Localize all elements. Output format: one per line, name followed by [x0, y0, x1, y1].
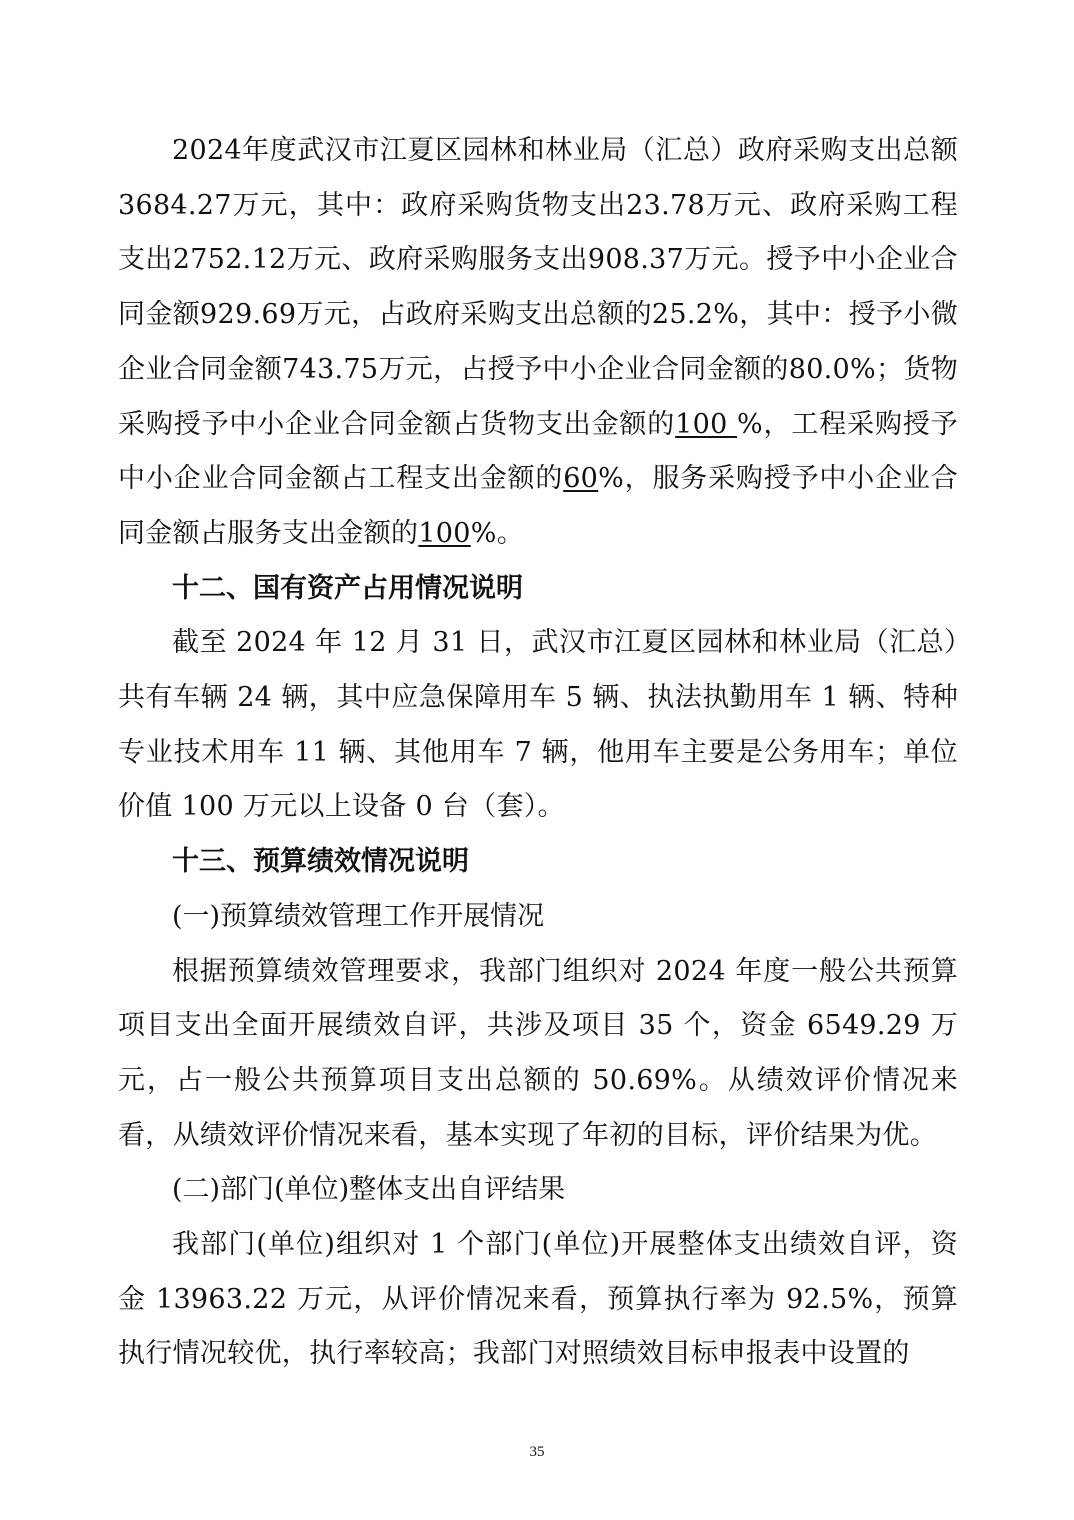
services-sme-percent: 100: [418, 517, 471, 549]
procurement-text-c: %，服务采购授予中小企业合同金额占服务支出金额的: [118, 463, 958, 549]
goods-sme-percent: 100: [675, 408, 738, 440]
paragraph-assets: 截至 2024 年 12 月 31 日，武汉市江夏区园林和林业局（汇总）共有车辆 24 辆，其中应急保障用车 5 辆、执法执勤用车 1 辆、特种专业技术用车 11 辆、其他用车 7 辆，他用车主要是公务用车；单位价值 100 万元以上设备 0 台（套）。: [118, 627, 958, 823]
page-number: 35: [529, 1444, 545, 1460]
paragraph-procurement: [118, 124, 958, 562]
section-heading-13: 十三、预算绩效情况说明: [172, 846, 469, 878]
subsection-heading-2: (二)部门(单位)整体支出自评结果: [172, 1174, 566, 1206]
procurement-text-b: %，工程采购授予中小企业合同金额占工程支出金额的: [118, 408, 958, 495]
document-body: [118, 124, 958, 1382]
subsection-heading-1: (一)预算绩效管理工作开展情况: [172, 900, 545, 932]
section-heading-12: 十二、国有资产占用情况说明: [172, 572, 523, 604]
procurement-text-d: %。: [470, 517, 525, 549]
paragraph-overall-expenditure: 我部门(单位)组织对 1 个部门(单位)开展整体支出绩效自评，资金 13963.22 万元，从评价情况来看，预算执行率为 92.5%，预算执行情况较优，执行率较高；我部门对照绩效目标申报表中设置的: [118, 1229, 958, 1370]
paragraph-performance-management: 根据预算绩效管理要求，我部门组织对 2024 年度一般公共预算项目支出全面开展绩效自评，共涉及项目 35 个，资金 6549.29 万元，占一般公共预算项目支出总额的 50.69%。从绩效评价情况来看，从绩效评价情况来看，基本实现了年初的目标，评价结果为优。: [118, 955, 958, 1151]
works-sme-percent: 60: [563, 463, 599, 495]
procurement-text-a: 2024年度武汉市江夏区园林和林业局（汇总）政府采购支出总额3684.27万元，其中：政府采购货物支出23.78万元、政府采购工程支出2752.12万元、政府采购服务支出908.37万元。授予中小企业合同金额929.69万元，占政府采购支出总额的25.2%，其中：授予小微企业合同金额743.75万元，占授予中小企业合同金额的80.0%；货物采购授予中小企业合同金额占货物支出金额的: [118, 135, 958, 440]
